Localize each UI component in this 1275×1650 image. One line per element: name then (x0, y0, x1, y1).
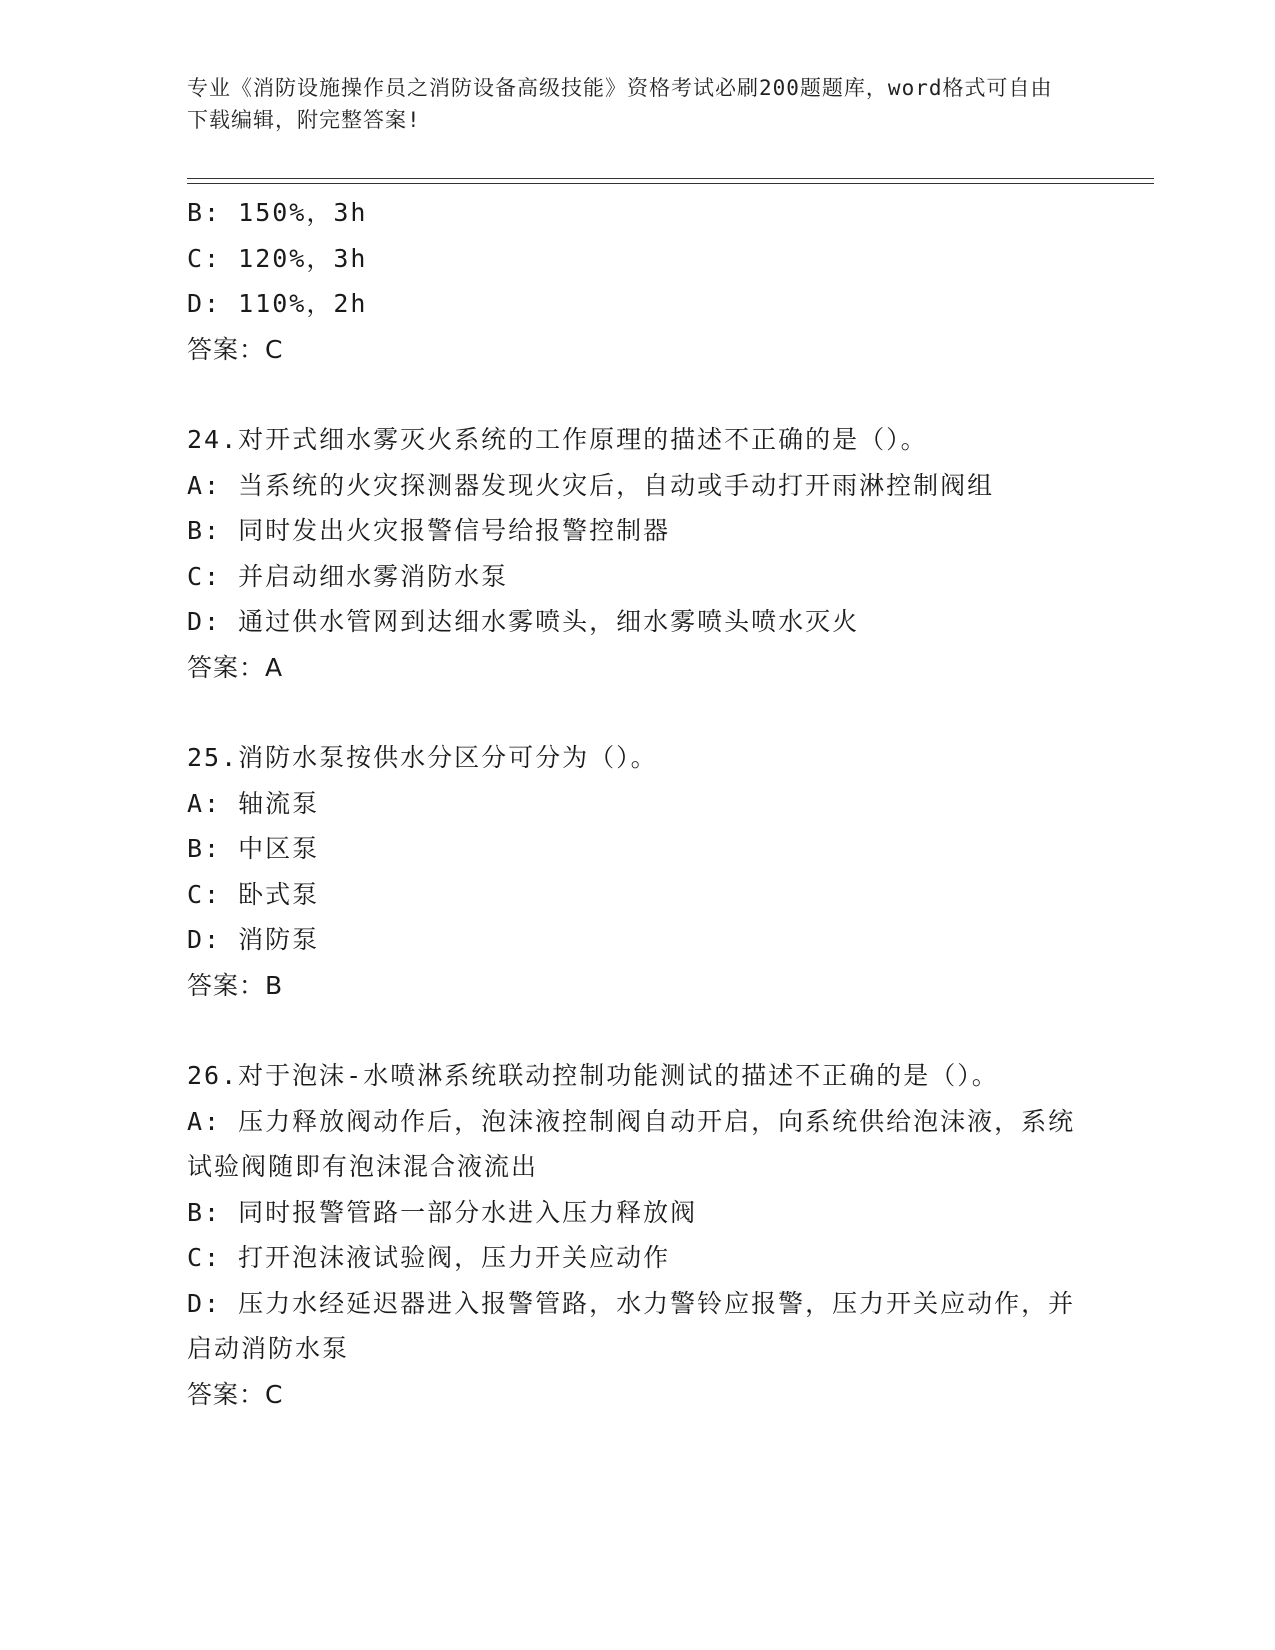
option-c: C: 120%，3h (187, 243, 368, 273)
header-divider (187, 178, 1154, 184)
answer: 答案：A (187, 652, 284, 682)
option-c: C: 打开泡沫液试验阀，压力开关应动作 (187, 1243, 671, 1272)
option-b: B: 同时发出火灾报警信号给报警控制器 (187, 516, 671, 545)
option-b: B: 同时报警管路一部分水进入压力释放阀 (187, 1197, 698, 1227)
option-b: B: 150%，3h (187, 198, 368, 227)
option-d: D: 110%，2h (187, 289, 368, 318)
header-title: 专业《消防设施操作员之消防设备高级技能》资格考试必刷200题题库，word格式可自由下载编辑，附完整答案! (187, 76, 1053, 132)
option-c: C: 并启动细水雾消防水泵 (187, 561, 509, 591)
option-a: A: 当系统的火灾探测器发现火灾后，自动或手动打开雨淋控制阀组 (187, 470, 995, 500)
option-c: C: 卧式泵 (187, 879, 320, 909)
question-stem: 26.对于泡沫-水喷淋系统联动控制功能测试的描述不正确的是（）。 (187, 1061, 999, 1090)
previous-question-tail (187, 190, 1087, 372)
answer: 答案：B (187, 970, 284, 1000)
option-a: A: 压力释放阀动作后，泡沫液控制阀自动开启，向系统供给泡沫液，系统试验阀随即有泡沫混合液流出 (187, 1106, 1076, 1181)
document-header (187, 72, 1067, 136)
question-24 (187, 417, 1087, 690)
option-b: B: 中区泵 (187, 834, 320, 863)
question-stem: 24.对开式细水雾灭火系统的工作原理的描述不正确的是（）。 (187, 425, 928, 454)
question-26 (187, 1053, 1087, 1417)
document-body (187, 190, 1087, 1417)
question-25 (187, 735, 1087, 1008)
answer: 答案：C (187, 334, 284, 364)
option-d: D: 压力水经延迟器进入报警管路，水力警铃应报警，压力开关应动作，并启动消防水泵 (187, 1288, 1076, 1363)
option-a: A: 轴流泵 (187, 788, 320, 818)
answer: 答案：C (187, 1379, 284, 1409)
option-d: D: 消防泵 (187, 925, 320, 954)
option-d: D: 通过供水管网到达细水雾喷头，细水雾喷头喷水灭火 (187, 607, 860, 636)
question-stem: 25.消防水泵按供水分区分可分为（）。 (187, 743, 658, 772)
